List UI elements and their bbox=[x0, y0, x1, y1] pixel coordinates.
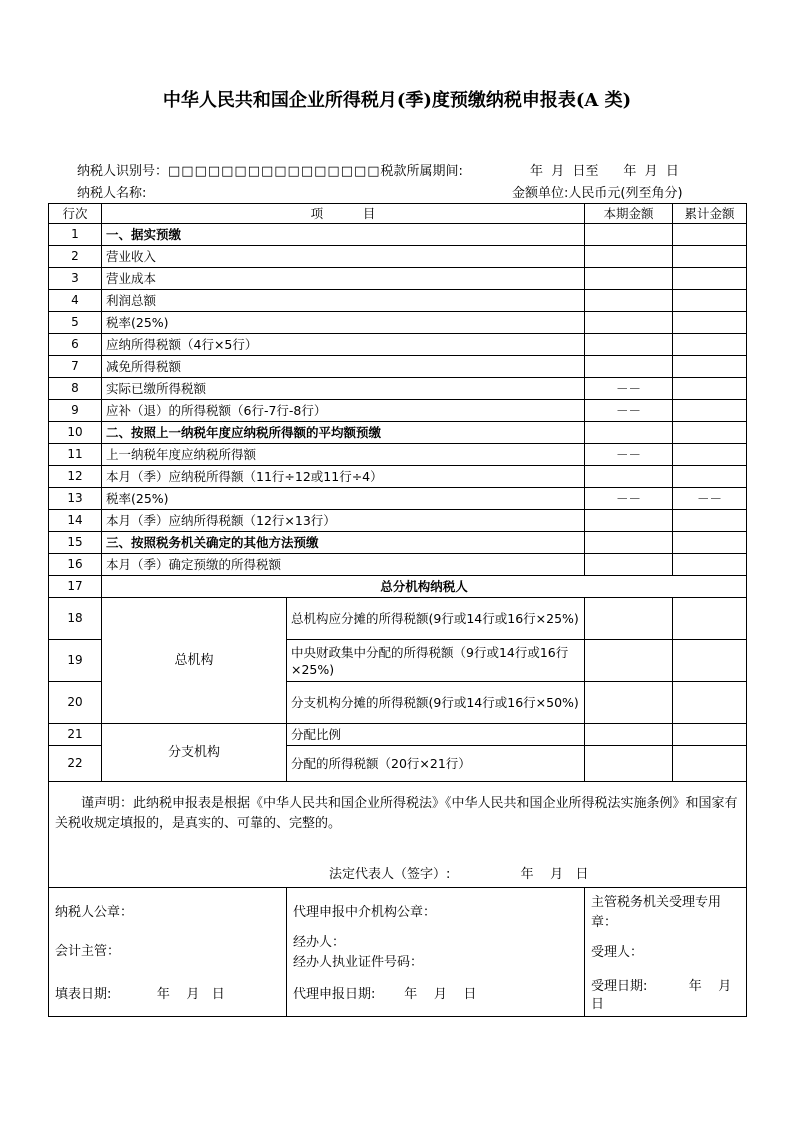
receiver-label[interactable]: 受理人： bbox=[591, 945, 644, 960]
col-header-item: 项 目 bbox=[102, 204, 585, 224]
taxpayer-name-label: 纳税人名称: bbox=[77, 186, 147, 201]
current-amount-cell[interactable] bbox=[585, 532, 673, 554]
row-number: 5 bbox=[49, 312, 102, 334]
current-amount-cell[interactable]: －－ bbox=[585, 400, 673, 422]
agent-seal-label[interactable]: 代理申报中介机构公章： bbox=[293, 905, 437, 920]
current-amount-cell[interactable] bbox=[585, 422, 673, 444]
table-row bbox=[49, 554, 747, 576]
table-row bbox=[49, 290, 747, 312]
table-row bbox=[49, 532, 747, 554]
row-item-label: 营业收入 bbox=[102, 246, 585, 268]
table-row bbox=[49, 224, 747, 246]
row-number: 14 bbox=[49, 510, 102, 532]
taxpayer-seal-label[interactable]: 纳税人公章： bbox=[55, 905, 134, 920]
tax-office-seal-label[interactable]: 主管税务机关受理专用 bbox=[591, 895, 722, 910]
cumulative-amount-cell[interactable] bbox=[673, 356, 747, 378]
row-item-label: 上一纳税年度应纳税所得额 bbox=[102, 444, 585, 466]
row-number: 20 bbox=[49, 682, 102, 724]
row-number: 1 bbox=[49, 224, 102, 246]
taxpayer-sign-cell bbox=[49, 888, 287, 1017]
row-number: 17 bbox=[49, 576, 102, 598]
current-amount-cell[interactable] bbox=[585, 224, 673, 246]
row-number: 9 bbox=[49, 400, 102, 422]
accountant-label[interactable]: 会计主管： bbox=[55, 944, 121, 959]
row-number: 13 bbox=[49, 488, 102, 510]
row-item-label: 分配的所得税额（20行×21行） bbox=[287, 746, 585, 782]
row-number: 18 bbox=[49, 598, 102, 640]
cumulative-amount-cell[interactable] bbox=[673, 400, 747, 422]
cumulative-amount-cell[interactable] bbox=[673, 268, 747, 290]
current-amount-cell[interactable]: －－ bbox=[585, 488, 673, 510]
row-item-label: 营业成本 bbox=[102, 268, 585, 290]
declaration-table bbox=[48, 203, 747, 1017]
row-item-label: 本月（季）应纳所得税额（12行×13行） bbox=[102, 510, 585, 532]
row-number: 10 bbox=[49, 422, 102, 444]
handler-label[interactable]: 经办人： bbox=[293, 935, 346, 950]
row-item-label: 税率(25%) bbox=[102, 312, 585, 334]
row-item-label: 一、据实预缴 bbox=[102, 224, 585, 246]
table-row bbox=[49, 312, 747, 334]
row-item-label: 本月（季）确定预缴的所得税额 bbox=[102, 554, 585, 576]
table-row bbox=[49, 576, 747, 598]
table-row bbox=[49, 246, 747, 268]
current-amount-cell[interactable] bbox=[585, 246, 673, 268]
hq-label: 总机构 bbox=[102, 598, 287, 724]
current-amount-cell[interactable] bbox=[585, 554, 673, 576]
cumulative-amount-cell[interactable] bbox=[673, 554, 747, 576]
row-item-label: 应纳所得税额（4行×5行） bbox=[102, 334, 585, 356]
col-header-row-no: 行次 bbox=[49, 204, 102, 224]
current-amount-cell[interactable] bbox=[585, 598, 673, 640]
taxpayer-id-label: 纳税人识别号： bbox=[77, 164, 169, 179]
cumulative-amount-cell[interactable] bbox=[673, 746, 747, 782]
receive-date-label[interactable]: 受理日期: 年 月 bbox=[591, 979, 732, 994]
row-item-label: 本月（季）应纳税所得额（11行÷12或11行÷4） bbox=[102, 466, 585, 488]
branch-label: 分支机构 bbox=[102, 724, 287, 782]
agent-sign-cell bbox=[287, 888, 585, 1017]
declaration-cell bbox=[49, 782, 747, 888]
table-row bbox=[49, 268, 747, 290]
current-amount-cell[interactable] bbox=[585, 356, 673, 378]
fill-date-label[interactable]: 填表日期: 年 月 日 bbox=[55, 987, 225, 1002]
row-item-label: 分配比例 bbox=[287, 724, 585, 746]
current-amount-cell[interactable] bbox=[585, 290, 673, 312]
license-label[interactable]: 经办人执业证件号码： bbox=[293, 955, 424, 970]
row-number: 7 bbox=[49, 356, 102, 378]
table-row bbox=[49, 400, 747, 422]
cumulative-amount-cell[interactable] bbox=[673, 224, 747, 246]
tax-office-cell bbox=[585, 888, 747, 1017]
cumulative-amount-cell[interactable] bbox=[673, 510, 747, 532]
row-number: 3 bbox=[49, 268, 102, 290]
table-row bbox=[49, 488, 747, 510]
cumulative-amount-cell[interactable] bbox=[673, 444, 747, 466]
current-amount-cell[interactable] bbox=[585, 268, 673, 290]
col-header-cumulative: 累计金额 bbox=[673, 204, 747, 224]
table-row bbox=[49, 444, 747, 466]
cumulative-amount-cell[interactable] bbox=[673, 334, 747, 356]
col-header-current: 本期金额 bbox=[585, 204, 673, 224]
tax-period-label: 税款所属期间: bbox=[380, 164, 463, 179]
table-row bbox=[49, 334, 747, 356]
cumulative-amount-cell[interactable] bbox=[673, 532, 747, 554]
row-number: 12 bbox=[49, 466, 102, 488]
table-row bbox=[49, 466, 747, 488]
legal-rep-signature[interactable]: 法定代表人（签字）: 年 月 日 bbox=[329, 867, 589, 882]
cumulative-amount-cell[interactable] bbox=[673, 640, 747, 682]
cumulative-amount-cell[interactable] bbox=[673, 724, 747, 746]
cumulative-amount-cell[interactable] bbox=[673, 290, 747, 312]
agent-date-label[interactable]: 代理申报日期: 年 月 日 bbox=[293, 987, 477, 1002]
row-number: 22 bbox=[49, 746, 102, 782]
taxpayer-id-row bbox=[77, 160, 463, 179]
row-item-label: 减免所得税额 bbox=[102, 356, 585, 378]
tax-office-seal-label-2: 章： bbox=[591, 915, 618, 930]
current-amount-cell[interactable] bbox=[585, 466, 673, 488]
current-amount-cell[interactable] bbox=[585, 746, 673, 782]
table-header-row bbox=[49, 204, 747, 224]
page-title: 中华人民共和国企业所得税月(季)度预缴纳税申报表(A 类) bbox=[162, 90, 632, 111]
row-item-label: 三、按照税务机关确定的其他方法预缴 bbox=[102, 532, 585, 554]
table-row bbox=[49, 378, 747, 400]
current-amount-cell[interactable] bbox=[585, 724, 673, 746]
table-row bbox=[49, 356, 747, 378]
current-amount-cell[interactable]: －－ bbox=[585, 378, 673, 400]
row-item-label: 利润总额 bbox=[102, 290, 585, 312]
current-amount-cell[interactable] bbox=[585, 334, 673, 356]
row-item-label: 应补（退）的所得税额（6行-7行-8行） bbox=[102, 400, 585, 422]
receive-date-label-2: 日 bbox=[591, 997, 605, 1012]
cumulative-amount-cell[interactable] bbox=[673, 246, 747, 268]
cumulative-amount-cell[interactable]: －－ bbox=[673, 488, 747, 510]
current-amount-cell[interactable] bbox=[585, 682, 673, 724]
row-item-label: 实际已缴所得税额 bbox=[102, 378, 585, 400]
row-item-label: 总机构应分摊的所得税额(9行或14行或16行×25%) bbox=[287, 598, 585, 640]
current-amount-cell[interactable] bbox=[585, 312, 673, 334]
declaration-row bbox=[49, 782, 747, 888]
row-number: 11 bbox=[49, 444, 102, 466]
cumulative-amount-cell[interactable] bbox=[673, 422, 747, 444]
cumulative-amount-cell[interactable] bbox=[673, 378, 747, 400]
row-number: 6 bbox=[49, 334, 102, 356]
cumulative-amount-cell[interactable] bbox=[673, 598, 747, 640]
row-number: 21 bbox=[49, 724, 102, 746]
row-item-label: 总分机构纳税人 bbox=[102, 576, 747, 598]
currency-unit: 金额单位:人民币元(列至角分) bbox=[512, 186, 683, 201]
table-row bbox=[49, 598, 747, 640]
cumulative-amount-cell[interactable] bbox=[673, 682, 747, 724]
current-amount-cell[interactable]: －－ bbox=[585, 444, 673, 466]
row-item-label: 分支机构分摊的所得税额(9行或14行或16行×50%) bbox=[287, 682, 585, 724]
footer-row bbox=[49, 888, 747, 1017]
current-amount-cell[interactable] bbox=[585, 640, 673, 682]
tax-period-value[interactable]: 年 月 日至 年 月 日 bbox=[530, 164, 679, 179]
table-row bbox=[49, 422, 747, 444]
declaration-text: 谨声明：此纳税申报表是根据《中华人民共和国企业所得税法》《中华人民共和国企业所得税法实施条例》和国家有关税收规定填报的，是真实的、可靠的、完整的。 bbox=[55, 796, 738, 831]
row-number: 4 bbox=[49, 290, 102, 312]
row-number: 19 bbox=[49, 640, 102, 682]
taxpayer-id-boxes[interactable]: □□□□□□□□□□□□□□□□ bbox=[168, 164, 381, 179]
row-number: 15 bbox=[49, 532, 102, 554]
row-number: 16 bbox=[49, 554, 102, 576]
table-row bbox=[49, 510, 747, 532]
row-item-label: 税率(25%) bbox=[102, 488, 585, 510]
row-item-label: 二、按照上一纳税年度应纳税所得额的平均额预缴 bbox=[102, 422, 585, 444]
row-number: 2 bbox=[49, 246, 102, 268]
cumulative-amount-cell[interactable] bbox=[673, 312, 747, 334]
table-row bbox=[49, 724, 747, 746]
row-item-label: 中央财政集中分配的所得税额（9行或14行或16行×25%) bbox=[287, 640, 585, 682]
cumulative-amount-cell[interactable] bbox=[673, 466, 747, 488]
row-number: 8 bbox=[49, 378, 102, 400]
current-amount-cell[interactable] bbox=[585, 510, 673, 532]
